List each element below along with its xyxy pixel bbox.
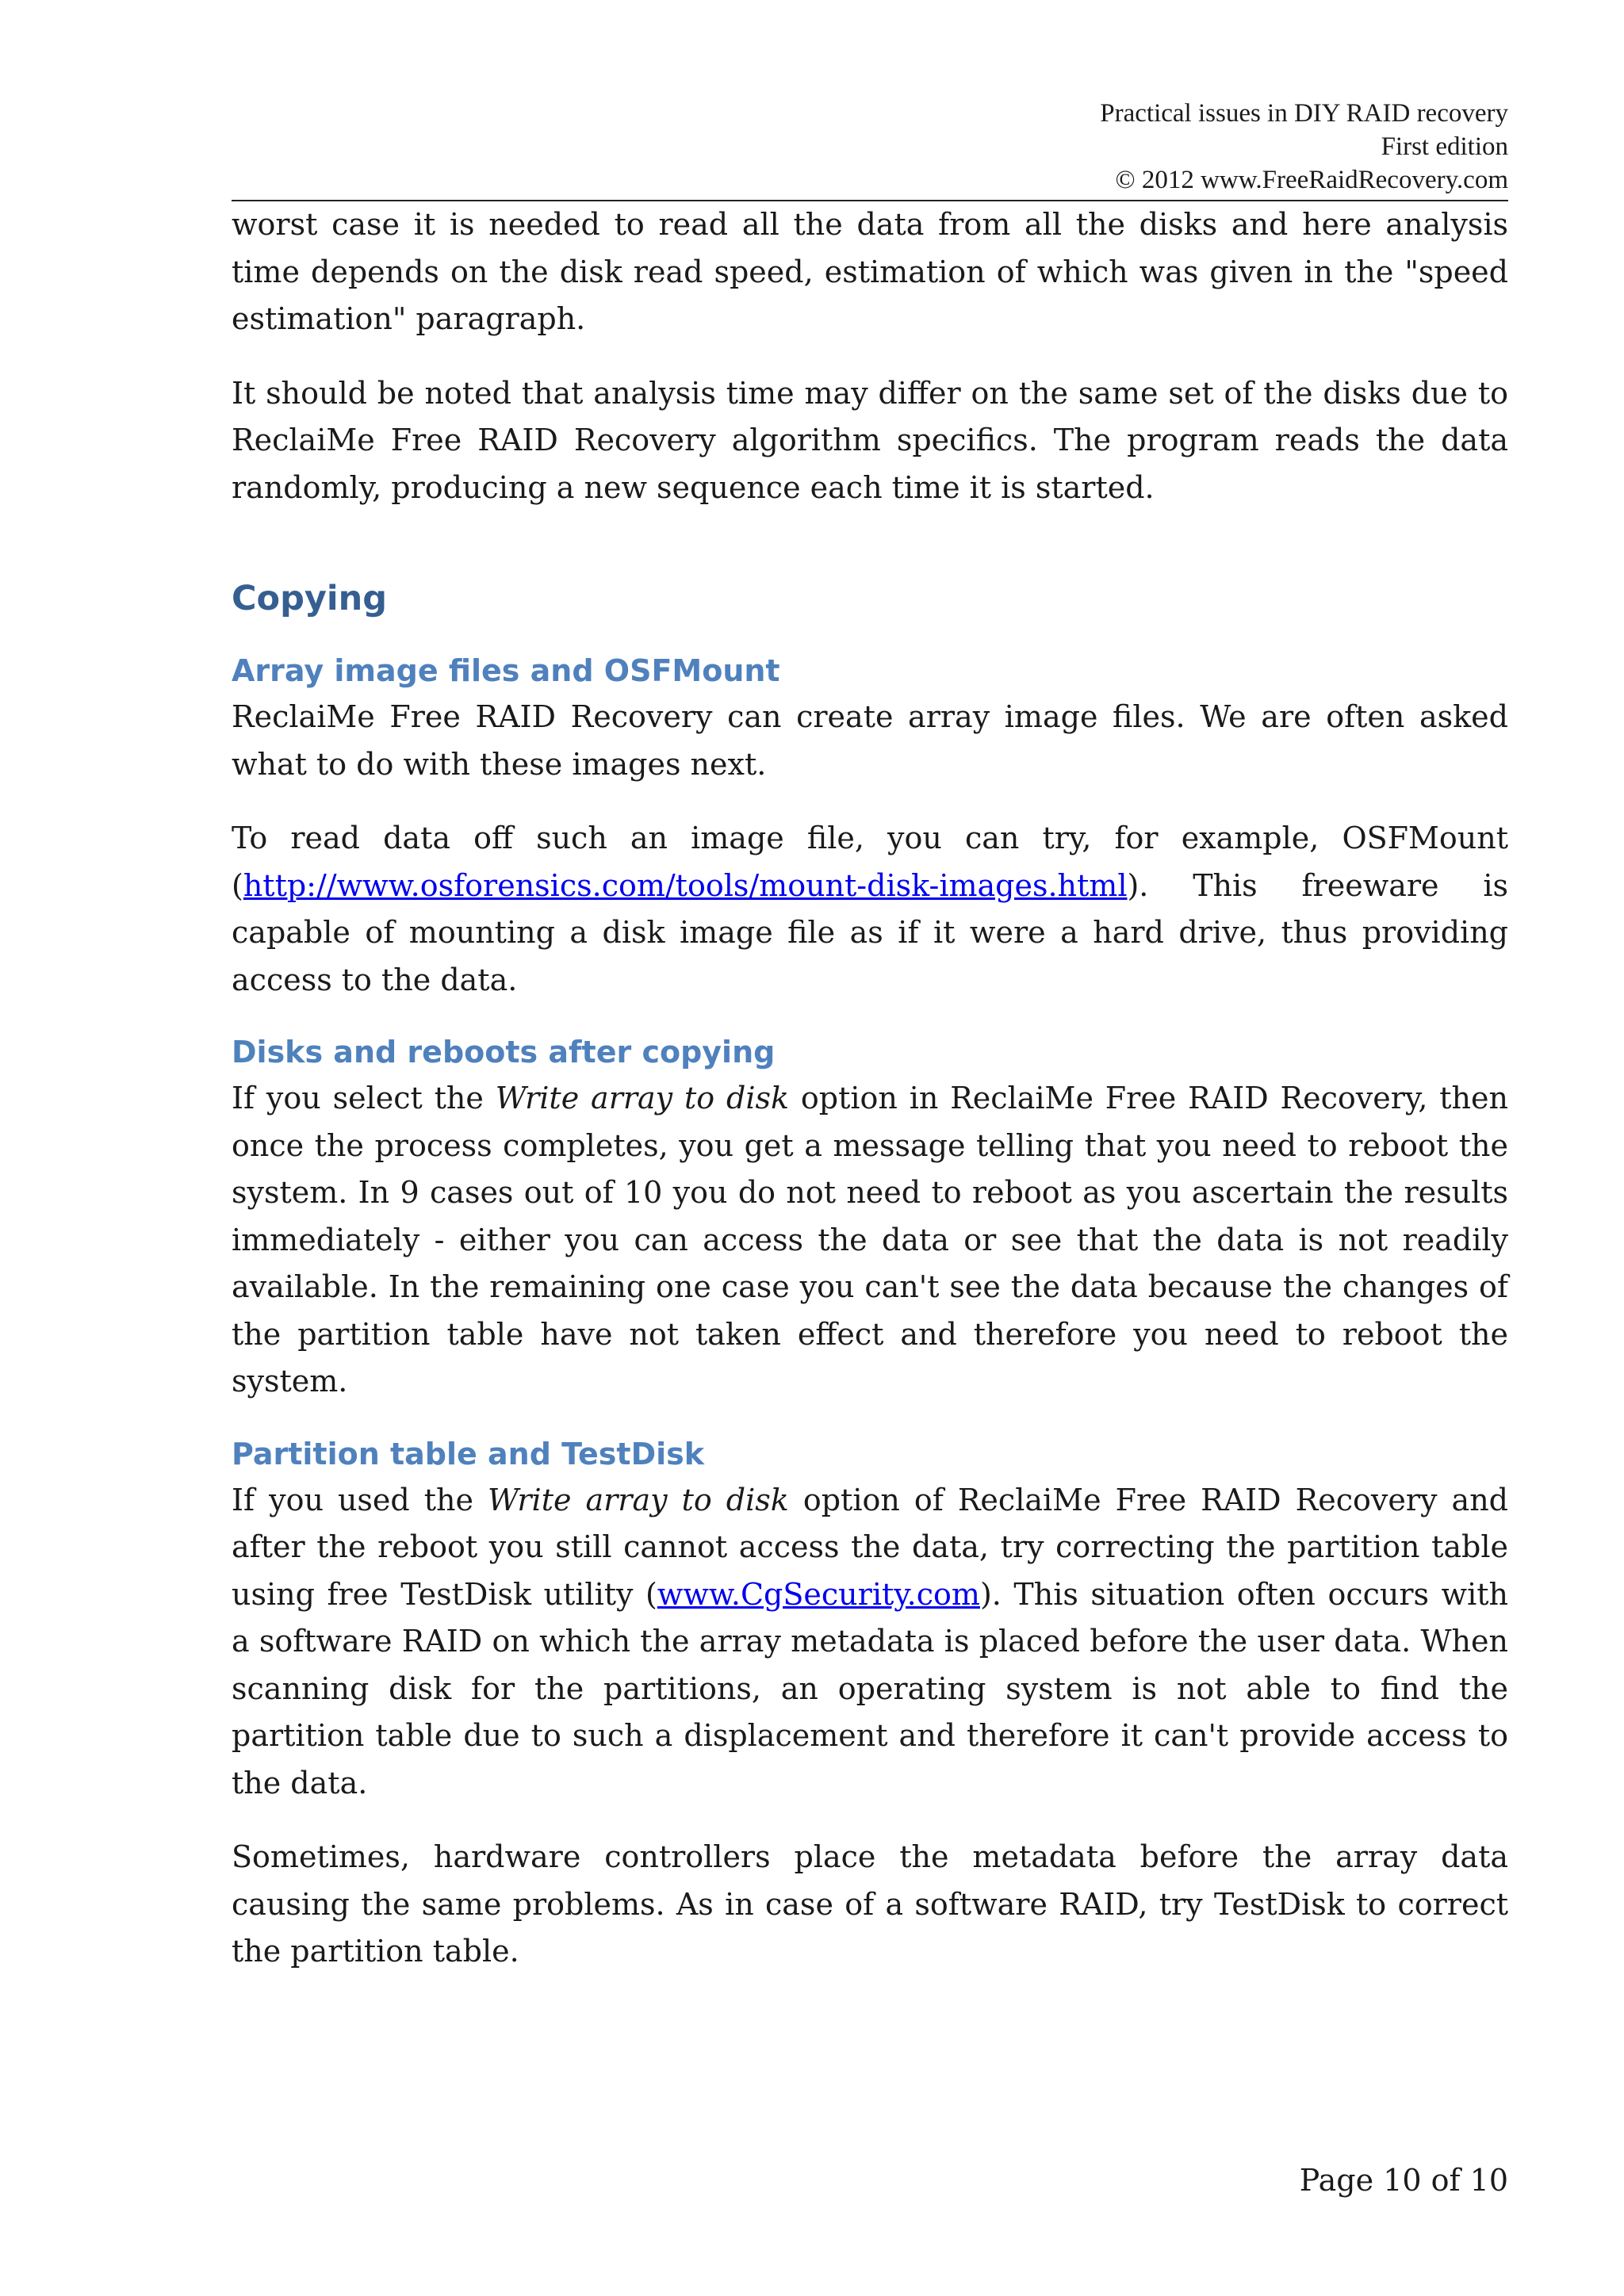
- running-header: [232, 97, 1508, 197]
- paragraph-partition-table: [232, 1477, 1508, 1808]
- subheading-disks-reboots: Disks and reboots after copying: [232, 1035, 776, 1070]
- text-segment: ). This freeware is capable of mounting a disk image file as if it were a hard drive, thus providing access to the data.: [232, 867, 1508, 997]
- text-segment: ). This situation often occurs with a software RAID on which the array metadata is placed before the user data. When scanning disk for the partitions, an operating system is not able to find the partition table due to such a displacement and therefore it can't provide access to the data.: [232, 1576, 1508, 1800]
- paragraph-osfmount: [232, 815, 1508, 1004]
- osfmount-link[interactable]: http://www.osforensics.com/tools/mount-disk-images.html: [243, 867, 1128, 903]
- page-content: [232, 201, 1508, 1976]
- cgsecurity-link[interactable]: www.CgSecurity.com: [657, 1576, 980, 1612]
- subheading-array-image-files: Array image files and OSFMount: [232, 653, 780, 688]
- header-edition: First edition: [1381, 132, 1508, 161]
- paragraph-hardware-controllers: Sometimes, hardware controllers place the metadata before the array data causing the same problems. As in case of a software RAID, try TestDisk to correct the partition table.: [232, 1839, 1508, 1969]
- paragraph-array-image-files: ReclaiMe Free RAID Recovery can create array image files. We are often asked what to do with these images next.: [232, 699, 1508, 782]
- paragraph-algorithm-specifics: It should be noted that analysis time may differ on the same set of the disks due to ReclaiMe Free RAID Recovery algorithm specifics. The program reads the data randomly, producing a new sequence each time it is started.: [232, 375, 1508, 505]
- section-heading-copying: Copying: [232, 579, 388, 618]
- text-segment: If you select the: [232, 1081, 496, 1115]
- subheading-partition-table: Partition table and TestDisk: [232, 1436, 705, 1471]
- paragraph-analysis-time: worst case it is needed to read all the data from all the disks and here analysis time depends on the disk read speed, estimation of which was given in the "speed estimation" paragraph.: [232, 207, 1508, 336]
- option-name-emphasis: Write array to disk: [495, 1081, 790, 1115]
- text-segment: To read data off such an image file, you can try, for example, OSFMount (: [232, 821, 1508, 903]
- header-title: Practical issues in DIY RAID recovery: [1100, 99, 1508, 128]
- option-name-emphasis: Write array to disk: [488, 1482, 789, 1517]
- header-copyright: © 2012 www.FreeRaidRecovery.com: [1115, 166, 1508, 194]
- text-segment: option in ReclaiMe Free RAID Recovery, then once the process completes, you get a message telling that you need to reboot the system. In 9 cases out of 10 you do not need to reboot as you ascertain the results immediately - either you can access the data or see that the data is not readily available. In the remaining one case you can't see the data because the changes of the partition table have not taken effect and therefore you need to reboot the system.: [232, 1081, 1508, 1399]
- text-segment: If you used the: [232, 1482, 488, 1517]
- document-page: [232, 0, 1508, 2296]
- paragraph-disks-reboots: [232, 1075, 1508, 1406]
- text-segment: option of ReclaiMe Free RAID Recovery and after the reboot you still cannot access the data, try correcting the partition table using free TestDisk utility (: [232, 1482, 1509, 1612]
- page-number: Page 10 of 10: [1299, 2163, 1508, 2198]
